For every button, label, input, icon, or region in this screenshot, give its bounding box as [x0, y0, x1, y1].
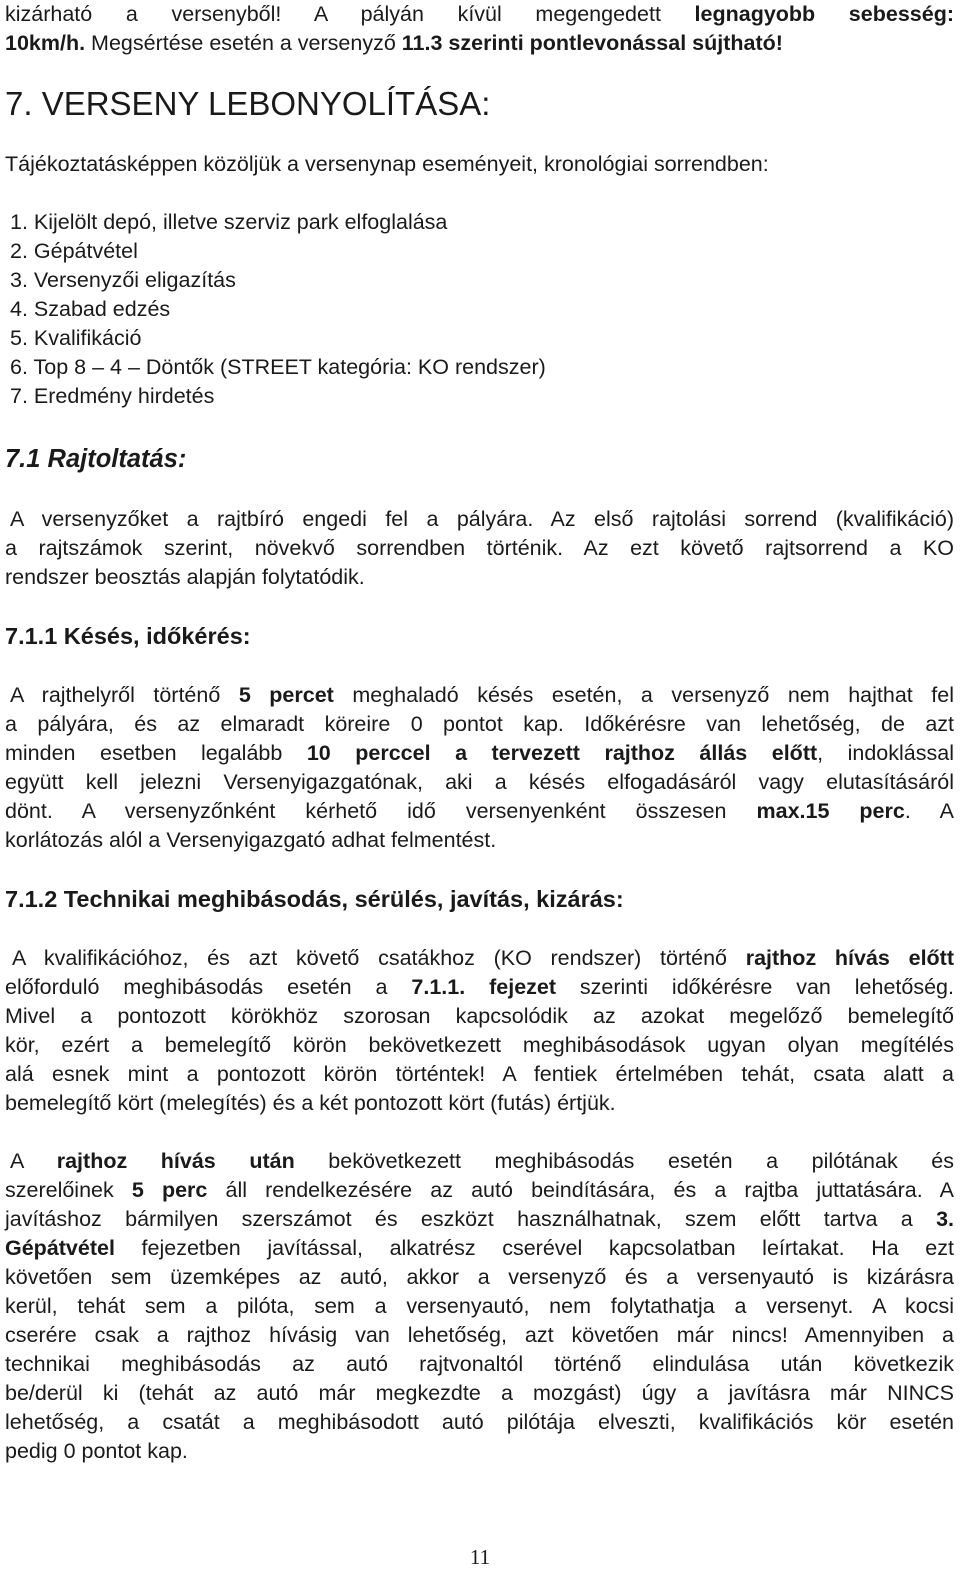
text-line: rendszer beosztás alapján folytatódik.	[5, 565, 365, 589]
text-line: javításhoz bármilyen szerszámot és eszközt használhatnak, szem előtt tartva a 3.	[5, 1207, 954, 1231]
text-line: együtt kell jelezni Versenyigazgatónak, aki a késés elfogadásáról vagy elutasításáról	[5, 770, 954, 794]
text-line: A rajthelyről történő 5 percet meghaladó késés esetén, a versenyző nem hajthat fel	[10, 683, 954, 707]
text-line: korlátozás alól a Versenyigazgató adhat felmentést.	[5, 828, 497, 852]
subsection-heading-7-1: 7.1 Rajtoltatás:	[5, 445, 187, 473]
list-item: 3. Versenyzői eligazítás	[10, 268, 236, 292]
text-line: Mivel a pontozott körökhöz szorosan kapcsolódik az azokat megelőző bemelegítő	[5, 1004, 954, 1028]
section-heading-7: 7. VERSENY LEBONYOLÍTÁSA:	[5, 85, 491, 122]
text-line: követően sem üzemképes az autó, akkor a versenyző és a versenyautó is kizárásra	[5, 1265, 954, 1289]
list-item: 1. Kijelölt depó, illetve szerviz park elfoglalása	[10, 210, 448, 234]
text-line: A versenyzőket a rajtbíró engedi fel a pályára. Az első rajtolási sorrend (kvalifikáció)	[10, 507, 954, 531]
text-line: minden esetben legalább 10 perccel a tervezett rajthoz állás előtt, indoklással	[5, 741, 954, 765]
text-line: dönt. A versenyzőnként kérhető idő versenyenként összesen max.15 perc. A	[5, 799, 954, 823]
text-line: be/derül ki (tehát az autó már megkezdte a mozgást) úgy a javításra már NINCS	[5, 1381, 954, 1405]
text-line: technikai meghibásodás az autó rajtvonaltól történő elindulása után következik	[5, 1352, 954, 1376]
text-line: a pályára, és az elmaradt köreire 0 pontot kap. Időkérésre van lehetőség, de azt	[5, 712, 954, 736]
subsection-heading-7-1-1: 7.1.1 Késés, időkérés:	[5, 623, 251, 649]
text-line: kerül, tehát sem a pilóta, sem a versenyautó, nem folytathatja a versenyt. A kocsi	[5, 1294, 954, 1318]
text-line: alá esnek mint a pontozott körön történtek! A fentiek értelmében tehát, csata alatt a	[5, 1062, 954, 1086]
text-line: Gépátvétel fejezetben javítással, alkatrész cserével kapcsolatban leírtakat. Ha ezt	[5, 1236, 954, 1260]
text-line: bemelegítő kört (melegítés) és a két pontozott kört (futás) értjük.	[5, 1091, 616, 1115]
text-line: kizárható a versenyből! A pályán kívül megengedett legnagyobb sebesség:	[5, 2, 954, 26]
list-item: 2. Gépátvétel	[10, 239, 138, 263]
text-line: A kvalifikációhoz, és azt követő csatákhoz (KO rendszer) történő rajthoz hívás előtt	[12, 946, 954, 970]
subsection-heading-7-1-2: 7.1.2 Technikai meghibásodás, sérülés, javítás, kizárás:	[5, 886, 624, 912]
text-line: A rajthoz hívás után bekövetkezett meghibásodás esetén a pilótának és	[10, 1149, 954, 1173]
text-line: kör, ezért a bemelegítő körön bekövetkezett meghibásodások ugyan olyan megítélés	[5, 1033, 954, 1057]
text-line: előforduló meghibásodás esetén a 7.1.1. fejezet szerinti időkérésre van lehetőség.	[5, 975, 954, 999]
list-item: 4. Szabad edzés	[10, 297, 171, 321]
list-item: 7. Eredmény hirdetés	[10, 384, 215, 408]
section-intro: Tájékoztatásképpen közöljük a versenynap eseményeit, kronológiai sorrendben:	[5, 152, 769, 176]
text-line: pedig 0 pontot kap.	[5, 1439, 188, 1463]
page-number: 11	[469, 1545, 491, 1569]
text-line: 10km/h. Megsértése esetén a versenyző 11.3 szerinti pontlevonással sújtható!	[5, 31, 783, 55]
text-line: szerelőinek 5 perc áll rendelkezésére az autó beindítására, és a rajtba juttatására. A	[5, 1178, 954, 1202]
text-line: cserére csak a rajthoz hívásig van lehetőség, azt követően már nincs! Amennyiben a	[5, 1323, 954, 1347]
text-line: a rajtszámok szerint, növekvő sorrendben történik. Az ezt követő rajtsorrend a KO	[5, 536, 954, 560]
list-item: 6. Top 8 – 4 – Döntők (STREET kategória: KO rendszer)	[10, 355, 546, 379]
text-line: lehetőség, a csatát a meghibásodott autó pilótája elveszti, kvalifikációs kör esetén	[5, 1410, 954, 1434]
list-item: 5. Kvalifikáció	[10, 326, 142, 350]
